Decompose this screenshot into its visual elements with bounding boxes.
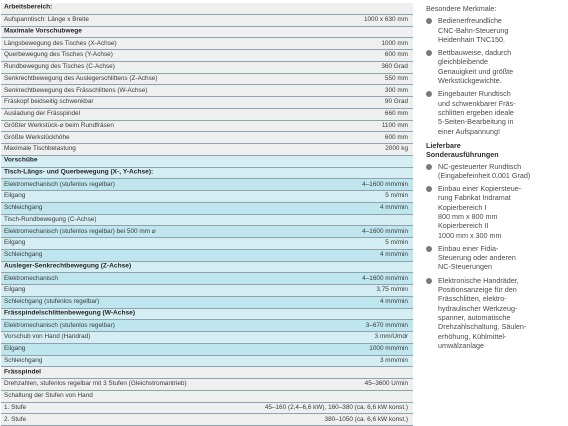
spec-row	[1, 109, 413, 121]
spec-table	[1, 0, 413, 426]
feature-line: einer Aufspannung!	[438, 126, 500, 136]
spec-label: Größter Werkstück-⌀ beim Rundfräsen	[4, 121, 114, 129]
feature-line: Werkstückgewichte.	[438, 76, 502, 86]
spec-value: 660 mm	[384, 109, 408, 117]
spec-row	[1, 403, 413, 415]
feature-line: gleichbleibende	[438, 57, 488, 67]
feature-line: Kopierbereich I	[438, 202, 487, 212]
spec-value: 90 Grad	[384, 98, 408, 106]
feature-line: 1000 mm x 300 mm	[438, 230, 502, 240]
spec-label: Querbewegung des Tisches (Y-Achse)	[4, 51, 113, 59]
spec-label: Elektromechanisch (stufenlos regelbar)	[4, 180, 115, 188]
spec-value: 1100 mm	[381, 121, 408, 129]
feature-line: Einbau einer Kopiersteue-	[438, 184, 522, 194]
spec-value: 360 Grad	[381, 62, 408, 70]
spec-value: 5 m/min	[385, 192, 408, 200]
spec-value: 3 mm/Umdr	[374, 333, 408, 341]
feature-line: rung Fabrikat Indramat	[438, 193, 511, 203]
spec-value: 1000 mm	[381, 39, 408, 47]
spec-value: 3 mm/min	[379, 356, 408, 364]
spec-row	[1, 250, 413, 262]
spec-value: 380–1050 (ca. 6,6 kW konst.)	[324, 415, 408, 423]
spec-row	[1, 332, 413, 344]
spec-row	[1, 50, 413, 62]
bullet-icon	[426, 186, 432, 192]
spec-label: Schleichgang (stufenlos regelbar)	[4, 297, 100, 305]
spec-label: 1. Stufe	[4, 403, 27, 411]
spec-label: Längsbewegung des Tisches (X-Achse)	[4, 39, 117, 47]
spec-label: Elektromechanisch	[4, 274, 58, 282]
feature-line: Bedienerfreundliche	[438, 16, 502, 26]
feature-line: Heidenhain TNC150.	[438, 34, 505, 44]
spec-row	[1, 215, 413, 227]
spec-section-header	[1, 3, 413, 15]
spec-value: 4–1600 mm/min	[362, 227, 408, 235]
spec-label: Eilgang	[4, 286, 26, 294]
feature-line: Genauigkeit und größte	[438, 66, 514, 76]
features-heading: Besondere Merkmale:	[426, 4, 497, 13]
spec-row	[1, 121, 413, 133]
feature-line: hydraulischer Werkzeug-	[438, 303, 518, 313]
spec-label: Eilgang	[4, 344, 26, 352]
spec-row	[1, 144, 413, 156]
spec-label: Schleichgang	[4, 356, 43, 364]
spec-value: 1000 x 630 mm	[363, 15, 408, 23]
spec-row	[1, 203, 413, 215]
spec-value: 2000 kg	[385, 145, 408, 153]
spec-value: 4–1600 mm/min	[362, 180, 408, 188]
spec-label: Frässpindel	[4, 368, 42, 376]
spec-label: Ausladung der Frässpindel	[4, 109, 81, 117]
spec-row	[1, 379, 413, 391]
feature-line: (Eingabefeinheit 0,001 Grad)	[438, 170, 531, 180]
spec-label: Eilgang	[4, 192, 26, 200]
spec-value: 45–160 (2,4–6,6 kW), 160–380 (ca. 6,6 kW konst.)	[264, 403, 408, 411]
spec-row	[1, 74, 413, 86]
spec-row	[1, 320, 413, 332]
feature-item	[438, 16, 566, 44]
spec-label: Maximale Tischbelastung	[4, 145, 76, 153]
spec-value: 3–670 mm/min	[365, 321, 408, 329]
spec-section-header	[1, 27, 413, 39]
feature-item	[438, 184, 566, 240]
spec-section-header	[1, 262, 413, 274]
extras-heading: Sonderausführungen	[426, 150, 499, 160]
features-sidebar	[420, 0, 568, 426]
spec-value: 300 mm	[384, 86, 408, 94]
spec-label: Fräskopf beidseitig schwenkbar	[4, 98, 94, 106]
bullet-icon	[426, 91, 432, 97]
spec-section-header	[1, 168, 413, 180]
spec-value: 4–1600 mm/min	[362, 274, 408, 282]
spec-value: 5 m/min	[385, 239, 408, 247]
feature-line: NC-Steuerungen	[438, 262, 492, 272]
spec-row	[1, 38, 413, 50]
spec-label: 2. Stufe	[4, 415, 27, 423]
bullet-icon	[426, 246, 432, 252]
spec-label: Rundbewegung des Tisches (C-Achse)	[4, 62, 115, 70]
spec-label: Senkrechtbewegung des Frässchlittens (W-Achse)	[4, 86, 148, 94]
spec-label: Frässpindelschlittenbewegung (W-Achse)	[4, 309, 136, 317]
spec-row	[1, 356, 413, 368]
spec-row	[1, 391, 413, 403]
spec-label: Elektromechanisch (stufenlos regelbar) bei 500 mm ⌀	[4, 227, 156, 235]
spec-value: 600 mm	[384, 133, 408, 141]
bullet-icon	[426, 50, 432, 56]
spec-section-header	[1, 309, 413, 321]
spec-label: Tisch-Längs- und Querbewegung (X-, Y-Achse):	[4, 168, 154, 176]
feature-line: umwälzanlage	[438, 340, 484, 350]
spec-row	[1, 344, 413, 356]
spec-label: Eilgang	[4, 239, 26, 247]
extras-heading: Lieferbare	[426, 140, 461, 150]
spec-label: Vorschübe	[4, 156, 38, 164]
spec-label: Drehzahlen, stufenlos regelbar mit 3 Stufen (Gleichstromantrieb)	[4, 380, 187, 388]
spec-value: 4 mm/min	[379, 297, 408, 305]
spec-label: Senkrechtbewegung des Auslegerschlittens (Z-Achse)	[4, 74, 158, 82]
feature-item	[438, 48, 566, 85]
spec-row	[1, 238, 413, 250]
feature-line: schlitten ergeben ideale	[438, 107, 514, 117]
feature-item	[438, 276, 566, 350]
spec-value: 550 mm	[384, 74, 408, 82]
feature-line: Bettbauweise, dadurch	[438, 48, 512, 58]
spec-row	[1, 285, 413, 297]
spec-row	[1, 191, 413, 203]
feature-line: Drehzahlschaltung, Säulen-	[438, 322, 527, 332]
spec-row	[1, 273, 413, 285]
spec-label: Schleichgang	[4, 250, 43, 258]
feature-line: Kopierbereich II	[438, 221, 489, 231]
spec-row	[1, 132, 413, 144]
spec-label: Maximale Vorschubwege	[4, 27, 82, 35]
spec-value: 3,75 m/min	[376, 286, 408, 294]
spec-label: Vorschub von Hand (Handrad)	[4, 333, 91, 341]
spec-value: 4 mm/min	[379, 250, 408, 258]
spec-value: 600 mm	[384, 51, 408, 59]
spec-value: 1000 mm/min	[369, 344, 408, 352]
bullet-icon	[426, 18, 432, 24]
spec-row	[1, 226, 413, 238]
spec-value: 45–3600 U/min	[364, 380, 408, 388]
feature-line: 5-Seiten-Bearbeitung in	[438, 117, 514, 127]
feature-line: Positionsanzeige für den	[438, 285, 517, 295]
feature-line: Elektronische Handräder,	[438, 275, 519, 285]
spec-row	[1, 85, 413, 97]
feature-item	[438, 244, 566, 272]
spec-section-header	[1, 367, 413, 379]
spec-row	[1, 15, 413, 27]
spec-row	[1, 297, 413, 309]
spec-row	[1, 179, 413, 191]
spec-label: Größte Werkstückhöhe	[4, 133, 70, 141]
spec-label: Tisch-Rundbewegung (C-Achse)	[4, 215, 97, 223]
feature-line: 800 mm x 800 mm	[438, 211, 498, 221]
feature-item	[438, 89, 566, 135]
spec-label: Elektromechanisch (stufenlos regelbar)	[4, 321, 115, 329]
spec-row	[1, 97, 413, 109]
feature-line: Einbau einer Fidia-	[438, 243, 499, 253]
spec-label: Schleichgang	[4, 203, 43, 211]
feature-line: Steuerung oder anderen	[438, 253, 516, 263]
spec-row	[1, 414, 413, 426]
feature-line: erhöhung, Kühlmittel-	[438, 331, 507, 341]
spec-value: 4 mm/min	[379, 203, 408, 211]
feature-line: NC-gesteuerter Rundtisch	[438, 161, 522, 171]
feature-item	[438, 162, 566, 181]
spec-label: Aufspanntisch: Länge x Breite	[4, 15, 89, 23]
feature-line: Frässchlitten, elektro-	[438, 294, 507, 304]
bullet-icon	[426, 164, 432, 170]
feature-line: spanner, automatische	[438, 312, 511, 322]
feature-line: und schwenkbarer Fräs-	[438, 98, 516, 108]
spec-label: Arbeitsbereich:	[4, 4, 53, 12]
spec-row	[1, 62, 413, 74]
spec-label: Schaltung der Stufen von Hand	[4, 391, 93, 399]
feature-line: Eingebauter Rundtisch	[438, 89, 511, 99]
spec-section-header	[1, 156, 413, 168]
feature-line: CNC-Bahn-Steuerung	[438, 25, 509, 35]
spec-label: Ausleger-Senkrechtbewegung (Z-Achse)	[4, 262, 132, 270]
bullet-icon	[426, 278, 432, 284]
